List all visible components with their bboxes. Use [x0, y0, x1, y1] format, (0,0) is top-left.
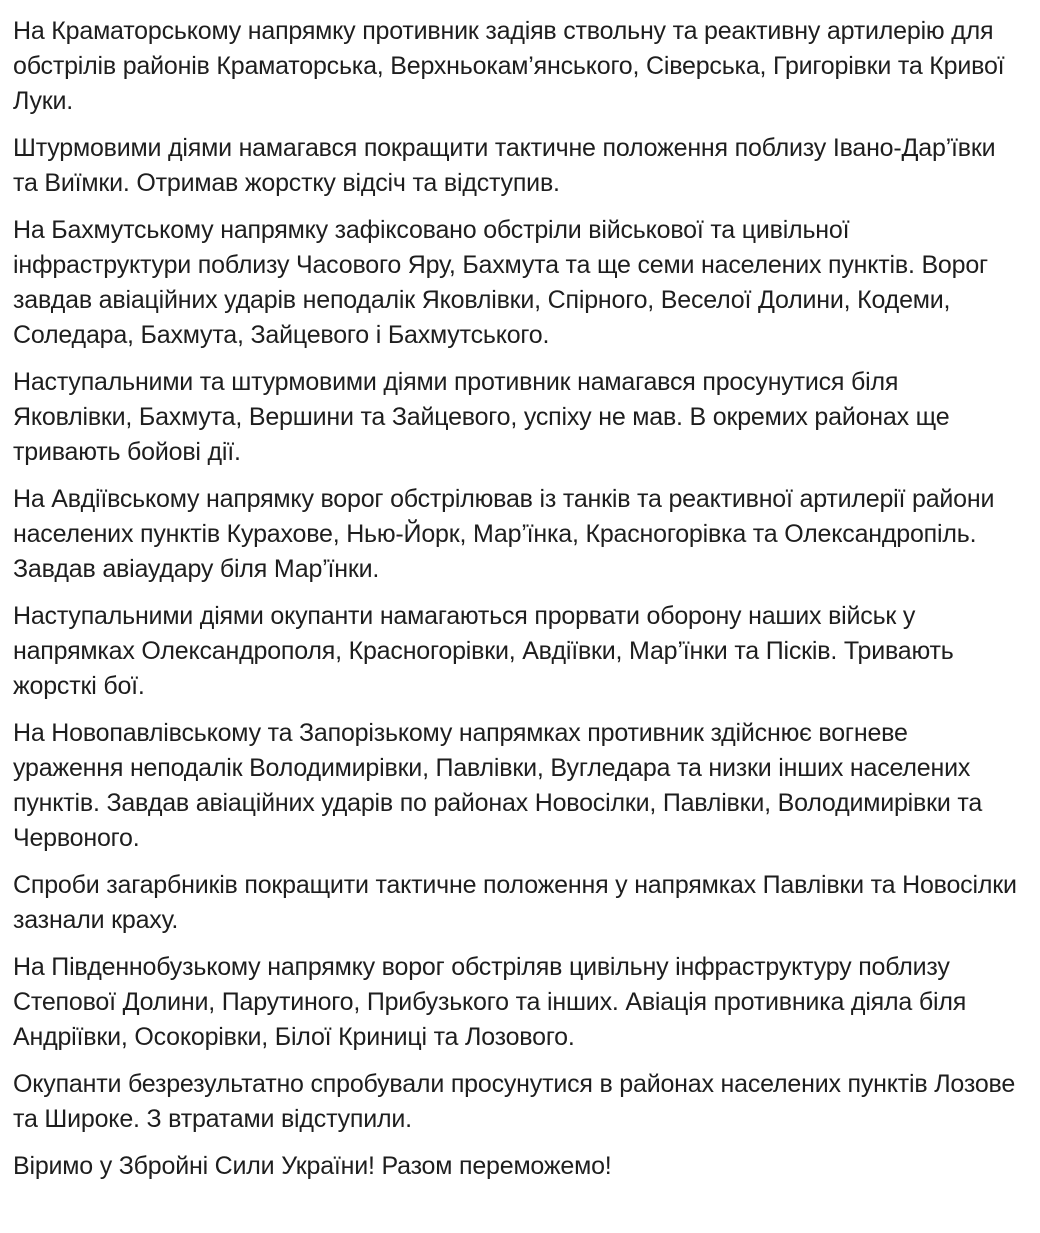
paragraph-offensive-assault: Наступальними та штурмовими діями противник намагався просунутися біля Яковлівки, Бахмута, Вершини та Зайцевого, успіху не мав. В окремих районах ще тривають бойові дії. [13, 368, 950, 466]
paragraph-offensive-occupiers: Наступальними діями окупанти намагаються прорвати оборону наших військ у напрямках Олександрополя, Красногорівки, Авдіївки, Мар’їнки та Пісків. Тривають жорсткі бої. [13, 602, 954, 700]
paragraph-invaders-attempts: Спроби загарбників покращити тактичне положення у напрямках Павлівки та Новосілки зазнали краху. [13, 871, 1017, 934]
report-text [13, 14, 1018, 1184]
paragraph-novopavlivka-zaporizhzhia-direction: На Новопавлівському та Запорізькому напрямках противник здійснює вогневе ураження неподалік Володимирівки, Павлівки, Вугледара та низки інших населених пунктів. Завдав авіаційних ударів по районах Новосілки, Павлівки, Володимирівки та Червоного. [13, 719, 983, 852]
paragraph-occupiers-retreat: Окупанти безрезультатно спробували просунутися в районах населених пунктів Лозове та Широке. З втратами відступили. [13, 1070, 1016, 1133]
paragraph-kramatorsk-direction: На Краматорському напрямку противник задіяв ствольну та реактивну артилерію для обстрілів районів Краматорська, Верхньокам’янського, Сіверська, Григорівки та Кривої Луки. [13, 17, 1005, 115]
paragraph-pivdennobuzkyi-direction: На Південнобузькому напрямку ворог обстріляв цивільну інфраструктуру поблизу Степової Долини, Парутиного, Прибузького та інших. Авіація противника діяла біля Андріївки, Осокорівки, Білої Криниці та Лозового. [13, 953, 967, 1051]
paragraph-closing-slogan: Віримо у Збройні Сили України! Разом переможемо! [13, 1152, 612, 1180]
paragraph-assault-actions: Штурмовими діями намагався покращити тактичне положення поблизу Івано-Дар’ївки та Виїмки. Отримав жорстку відсіч та відступив. [13, 134, 996, 197]
paragraph-bakhmut-direction: На Бахмутському напрямку зафіксовано обстріли військової та цивільної інфраструктури поблизу Часового Яру, Бахмута та ще семи населених пунктів. Ворог завдав авіаційних ударів неподалік Яковлівки, Спірного, Веселої Долини, Кодеми, Соледара, Бахмута, Зайцевого і Бахмутського. [13, 216, 988, 349]
paragraph-avdiivka-direction: На Авдіївському напрямку ворог обстрілював із танків та реактивної артилерії райони населених пунктів Курахове, Нью-Йорк, Мар’їнка, Красногорівка та Олександропіль. Завдав авіаудару біля Мар’їнки. [13, 485, 995, 583]
